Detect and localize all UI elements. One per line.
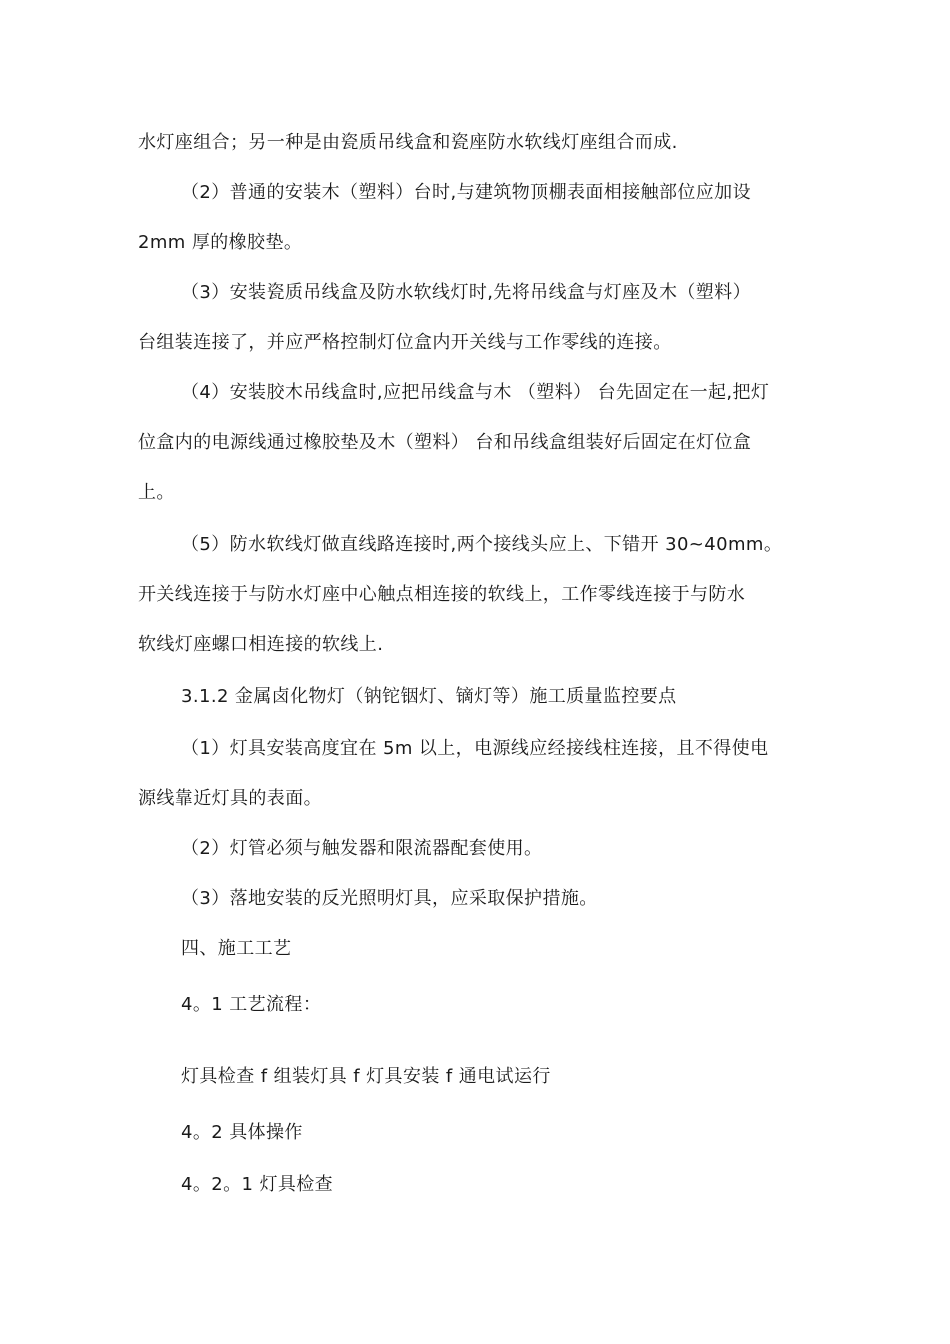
text-line: 灯具检查 f 组装灯具 f 灯具安装 f 通电试运行: [181, 1066, 551, 1087]
text-line: 开关线连接于与防水灯座中心触点相连接的软线上，工作零线连接于与防水: [138, 584, 746, 605]
text-line: （4）安装胶木吊线盒时,应把吊线盒与木 （塑料） 台先固定在一起,把灯: [181, 382, 770, 403]
section-heading-3-1-2: [138, 672, 818, 722]
text-line: 位盒内的电源线通过橡胶垫及木（塑料） 台和吊线盒组装好后固定在灯位盒: [138, 432, 752, 453]
process-flow-line: [138, 1052, 818, 1102]
heading-text: 3.1.2 金属卤化物灯（钠铊铟灯、镝灯等）施工质量监控要点: [181, 686, 677, 707]
text-line: （3）落地安装的反光照明灯具，应采取保护措施。: [181, 888, 598, 909]
text-line: 2mm 厚的橡胶垫。: [138, 232, 303, 253]
heading-text: 4。2 具体操作: [181, 1122, 303, 1143]
text-line: （5）防水软线灯做直线路连接时,两个接线头应上、下错开 30~40mm。: [181, 534, 783, 555]
section-heading-4: [138, 924, 818, 974]
section-heading-4-2-1: [138, 1160, 818, 1210]
paragraph-item-3b: [138, 874, 818, 924]
text-line: 上。: [138, 482, 175, 503]
paragraph-item-5: [138, 520, 818, 670]
text-line: （2）灯管必须与触发器和限流器配套使用。: [181, 838, 543, 859]
paragraph-item-3: [138, 268, 818, 368]
text-line: 台组装连接了，并应严格控制灯位盒内开关线与工作零线的连接。: [138, 332, 672, 353]
paragraph-item-2: [138, 168, 818, 268]
section-heading-4-1: [138, 980, 818, 1030]
section-heading-4-2: [138, 1108, 818, 1158]
paragraph-continuation: [138, 118, 818, 168]
text-line: （3）安装瓷质吊线盒及防水软线灯时,先将吊线盒与灯座及木（塑料）: [181, 282, 751, 303]
text-line: 软线灯座螺口相连接的软线上.: [138, 634, 384, 655]
heading-text: 4。2。1 灯具检查: [181, 1174, 334, 1195]
text-line: 源线靠近灯具的表面。: [138, 788, 322, 809]
text-line: （1）灯具安装高度宜在 5m 以上，电源线应经接线柱连接，且不得使电: [181, 738, 769, 759]
heading-text: 4。1 工艺流程：: [181, 994, 322, 1015]
text-line: 水灯座组合；另一种是由瓷质吊线盒和瓷座防水软线灯座组合而成.: [138, 132, 678, 153]
heading-text: 四、施工工艺: [181, 938, 292, 959]
paragraph-item-1b: [138, 724, 818, 824]
paragraph-item-2b: [138, 824, 818, 874]
text-line: （2）普通的安装木（塑料）台时,与建筑物顶棚表面相接触部位应加设: [181, 182, 751, 203]
paragraph-item-4: [138, 368, 818, 518]
